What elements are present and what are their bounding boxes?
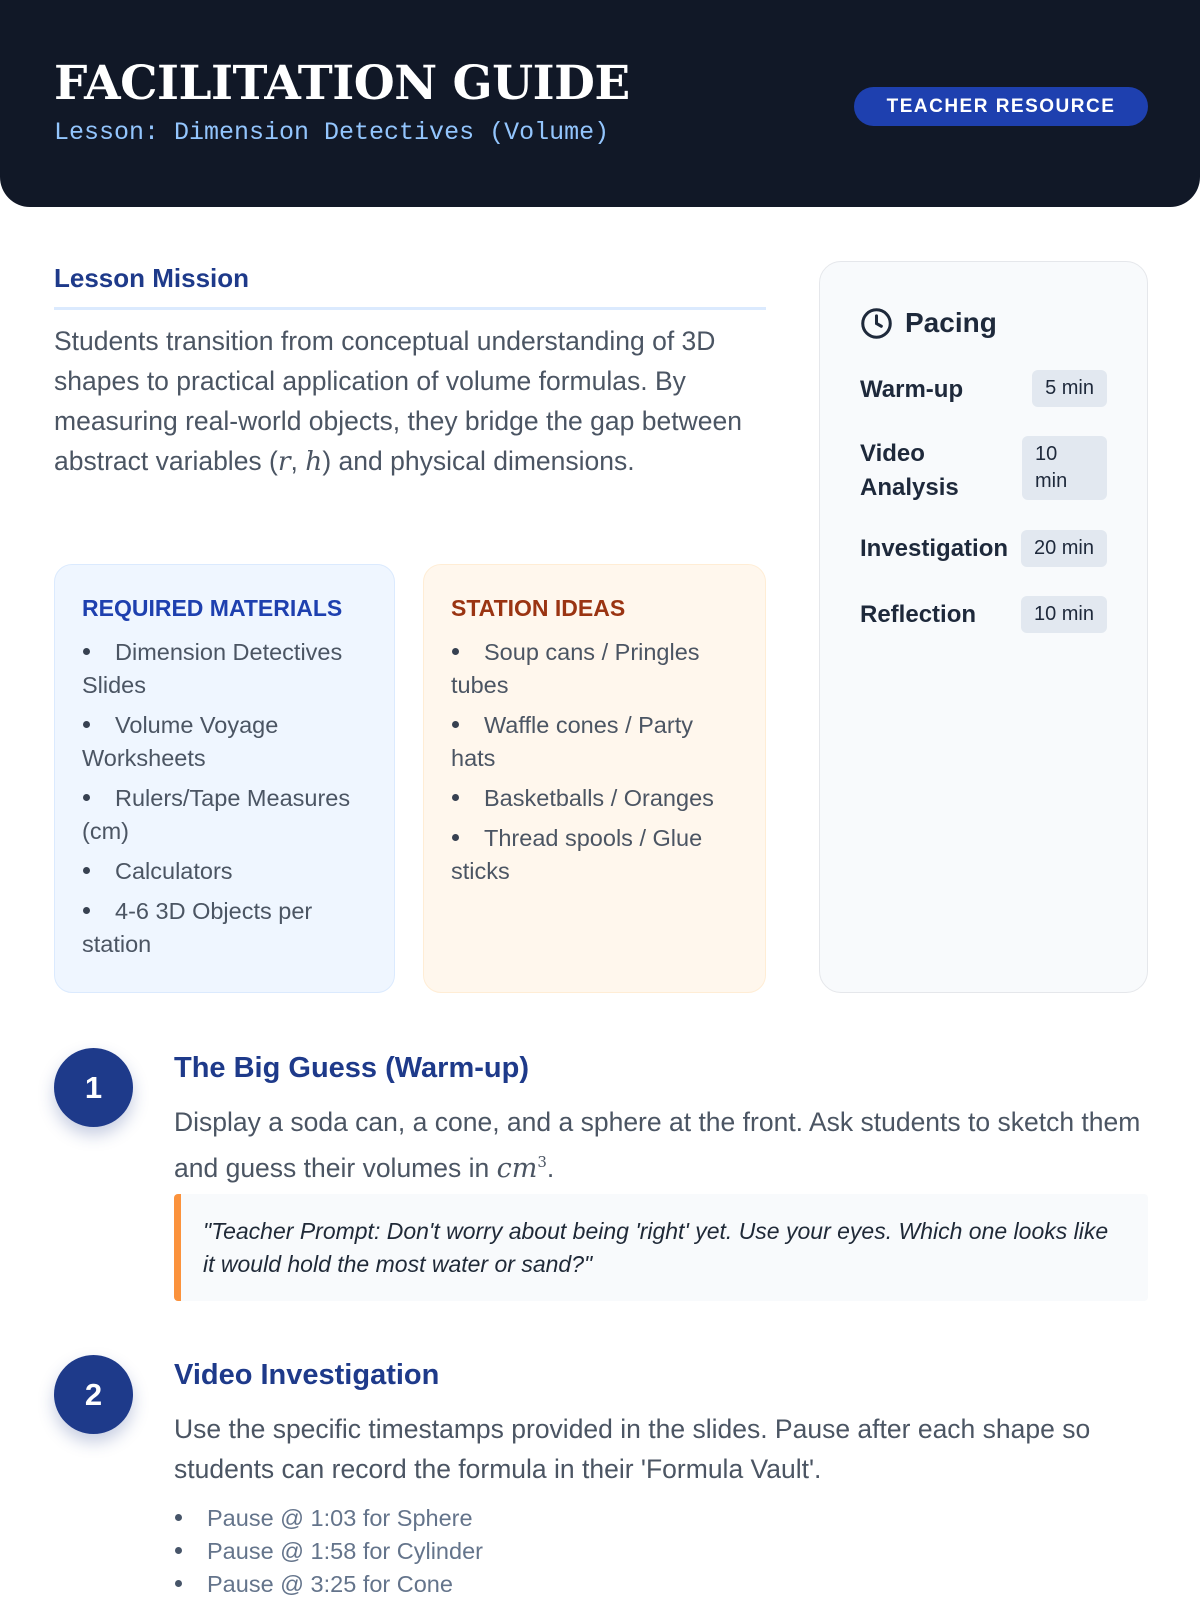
list-item xyxy=(174,1535,1148,1568)
page-title: FACILITATION GUIDE xyxy=(54,56,630,111)
mission-comma: , xyxy=(290,446,306,476)
bullet-icon xyxy=(452,834,459,841)
bullet-icon xyxy=(452,648,459,655)
step-title-1: The Big Guess (Warm-up) xyxy=(174,1052,529,1084)
pacing-time-investigation: 20 min xyxy=(1021,530,1107,567)
list-item xyxy=(451,782,738,815)
step-number-2: 2 xyxy=(54,1355,133,1434)
list-item xyxy=(82,709,367,775)
pacing-label-reflection: Reflection xyxy=(860,601,977,628)
list-item xyxy=(82,636,367,702)
stations-heading: STATION IDEAS xyxy=(451,595,626,621)
clock-icon xyxy=(860,307,893,340)
pacing-header xyxy=(860,305,997,341)
step-text-2: Use the specific timestamps provided in the slides. Pause after each shape so students can record the formula in their 'Formula Vault'. xyxy=(174,1414,1091,1484)
mission-heading: Lesson Mission xyxy=(54,263,766,310)
list-item xyxy=(174,1502,1148,1535)
list-item-text: Pause @ 3:25 for Cone xyxy=(207,1571,453,1597)
pacing-time-video: 10 min xyxy=(1022,436,1107,500)
list-item-text: 4-6 3D Objects per station xyxy=(82,898,313,957)
variable-r: r xyxy=(277,446,291,477)
list-item xyxy=(451,709,738,775)
bullet-icon xyxy=(175,1547,182,1554)
step-text-1-end: . xyxy=(546,1153,555,1183)
bullet-icon xyxy=(83,794,90,801)
materials-list xyxy=(82,636,367,961)
stations-list xyxy=(451,636,738,888)
list-item xyxy=(451,636,738,702)
bullet-icon xyxy=(452,794,459,801)
variable-h: h xyxy=(305,446,323,477)
list-item-text: Thread spools / Glue sticks xyxy=(451,825,703,884)
list-item xyxy=(82,855,367,888)
list-item-text: Volume Voyage Worksheets xyxy=(82,712,279,771)
list-item-text: Calculators xyxy=(115,858,233,884)
list-item xyxy=(174,1568,1148,1600)
list-item-text: Rulers/Tape Measures (cm) xyxy=(82,785,351,844)
list-item-text: Basketballs / Oranges xyxy=(484,785,714,811)
pacing-label-warmup: Warm-up xyxy=(860,376,964,403)
pause-list xyxy=(174,1502,1148,1600)
list-item-text: Dimension Detectives Slides xyxy=(82,639,343,698)
pacing-time-warmup: 5 min xyxy=(1032,370,1107,407)
stations-card xyxy=(423,564,766,993)
bullet-icon xyxy=(452,721,459,728)
bullet-icon xyxy=(175,1514,182,1521)
list-item-text: Pause @ 1:03 for Sphere xyxy=(207,1505,473,1531)
pacing-label-investigation: Investigation xyxy=(860,535,1009,562)
unit-exponent: 3 xyxy=(537,1153,547,1171)
pacing-time-reflection: 10 min xyxy=(1021,596,1107,633)
list-item xyxy=(451,822,738,888)
pacing-label-video: Video Analysis xyxy=(860,440,959,501)
materials-heading: REQUIRED MATERIALS xyxy=(82,595,343,621)
mission-text-after: ) and physical dimensions. xyxy=(322,446,635,476)
step-text-1 xyxy=(174,1102,1148,1189)
lesson-subtitle: Lesson: Dimension Detectives (Volume) xyxy=(54,118,610,147)
step-number-1: 1 xyxy=(54,1048,133,1127)
mission-text-before: Students transition from conceptual understanding of 3D shapes to practical application of volume formulas. By measuring real-world objects, they bridge the gap between abstract variables ( xyxy=(54,326,742,476)
list-item xyxy=(82,895,367,961)
list-item xyxy=(82,782,367,848)
bullet-icon xyxy=(83,867,90,874)
mission-text xyxy=(54,321,766,482)
step-text-1-body: Display a soda can, a cone, and a sphere at the front. Ask students to sketch them and guess their volumes in xyxy=(174,1107,1141,1183)
unit-math xyxy=(497,1153,547,1184)
list-item-text: Waffle cones / Party hats xyxy=(451,712,693,771)
unit-cm: cm xyxy=(496,1153,538,1184)
materials-card xyxy=(54,564,395,993)
pacing-panel xyxy=(819,261,1148,993)
bullet-icon xyxy=(175,1580,182,1587)
teacher-resource-badge: TEACHER RESOURCE xyxy=(854,87,1148,126)
pacing-title: Pacing xyxy=(905,307,997,338)
list-item-text: Pause @ 1:58 for Cylinder xyxy=(207,1538,483,1564)
bullet-icon xyxy=(83,907,90,914)
teacher-prompt-callout: "Teacher Prompt: Don't worry about being 'right' yet. Use your eyes. Which one looks like it would hold the most water or sand?" xyxy=(174,1194,1148,1301)
list-item-text: Soup cans / Pringles tubes xyxy=(451,639,700,698)
step-title-2: Video Investigation xyxy=(174,1359,440,1391)
bullet-icon xyxy=(83,648,90,655)
bullet-icon xyxy=(83,721,90,728)
header-banner xyxy=(0,0,1200,207)
